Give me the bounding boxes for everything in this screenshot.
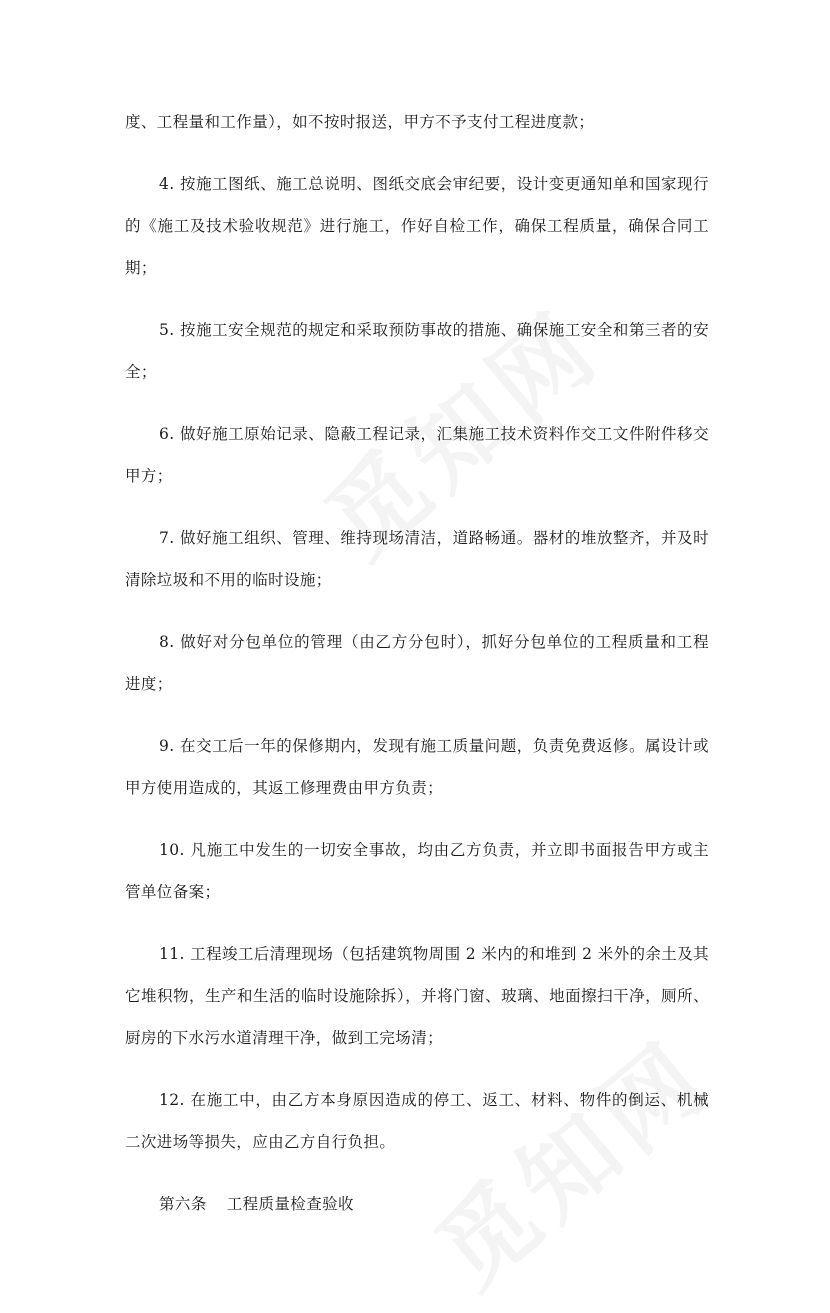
article-number: 第六条 [159, 1195, 207, 1213]
paragraph-continuation: 度、工程量和工作量），如不按时报送，甲方不予支付工程进度款； [125, 113, 595, 131]
clause-6: 6. 做好施工原始记录、隐蔽工程记录，汇集施工技术资料作交工文件附件移交甲方； [125, 425, 709, 485]
clause-11: 11. 工程竣工后清理现场（包括建筑物周围 2 米内的和堆到 2 米外的余土及其它堆积物，生产和生活的临时设施除拆），并将门窗、玻璃、地面擦扫干净，厕所、厨房的下水污水道清理干净，做到工完场清； [125, 945, 710, 1047]
clause-4: 4. 按施工图纸、施工总说明、图纸交底会审纪要，设计变更通知单和国家现行的《施工及技术验收规范》进行施工，作好自检工作，确保工程质量，确保合同工期； [125, 175, 709, 277]
clause-10: 10. 凡施工中发生的一切安全事故，均由乙方负责，并立即书面报告甲方或主管单位备案； [125, 841, 709, 901]
article-heading [125, 1183, 709, 1225]
clause-12: 12. 在施工中，由乙方本身原因造成的停工、返工、材料、物件的倒运、机械二次进场等损失，应由乙方自行负担。 [125, 1091, 709, 1151]
clause-8: 8. 做好对分包单位的管理（由乙方分包时），抓好分包单位的工程质量和工程进度； [125, 633, 709, 693]
document-body [125, 101, 709, 1225]
clause-9: 9. 在交工后一年的保修期内，发现有施工质量问题，负责免费返修。属设计或甲方使用造成的，其返工修理费由甲方负责； [125, 737, 709, 797]
clause-5: 5. 按施工安全规范的规定和采取预防事故的措施、确保施工安全和第三者的安全； [125, 321, 709, 381]
article-title: 工程质量检查验收 [226, 1195, 354, 1213]
clause-7: 7. 做好施工组织、管理、维持现场清洁，道路畅通。器材的堆放整齐，并及时清除垃圾和不用的临时设施； [125, 529, 709, 589]
